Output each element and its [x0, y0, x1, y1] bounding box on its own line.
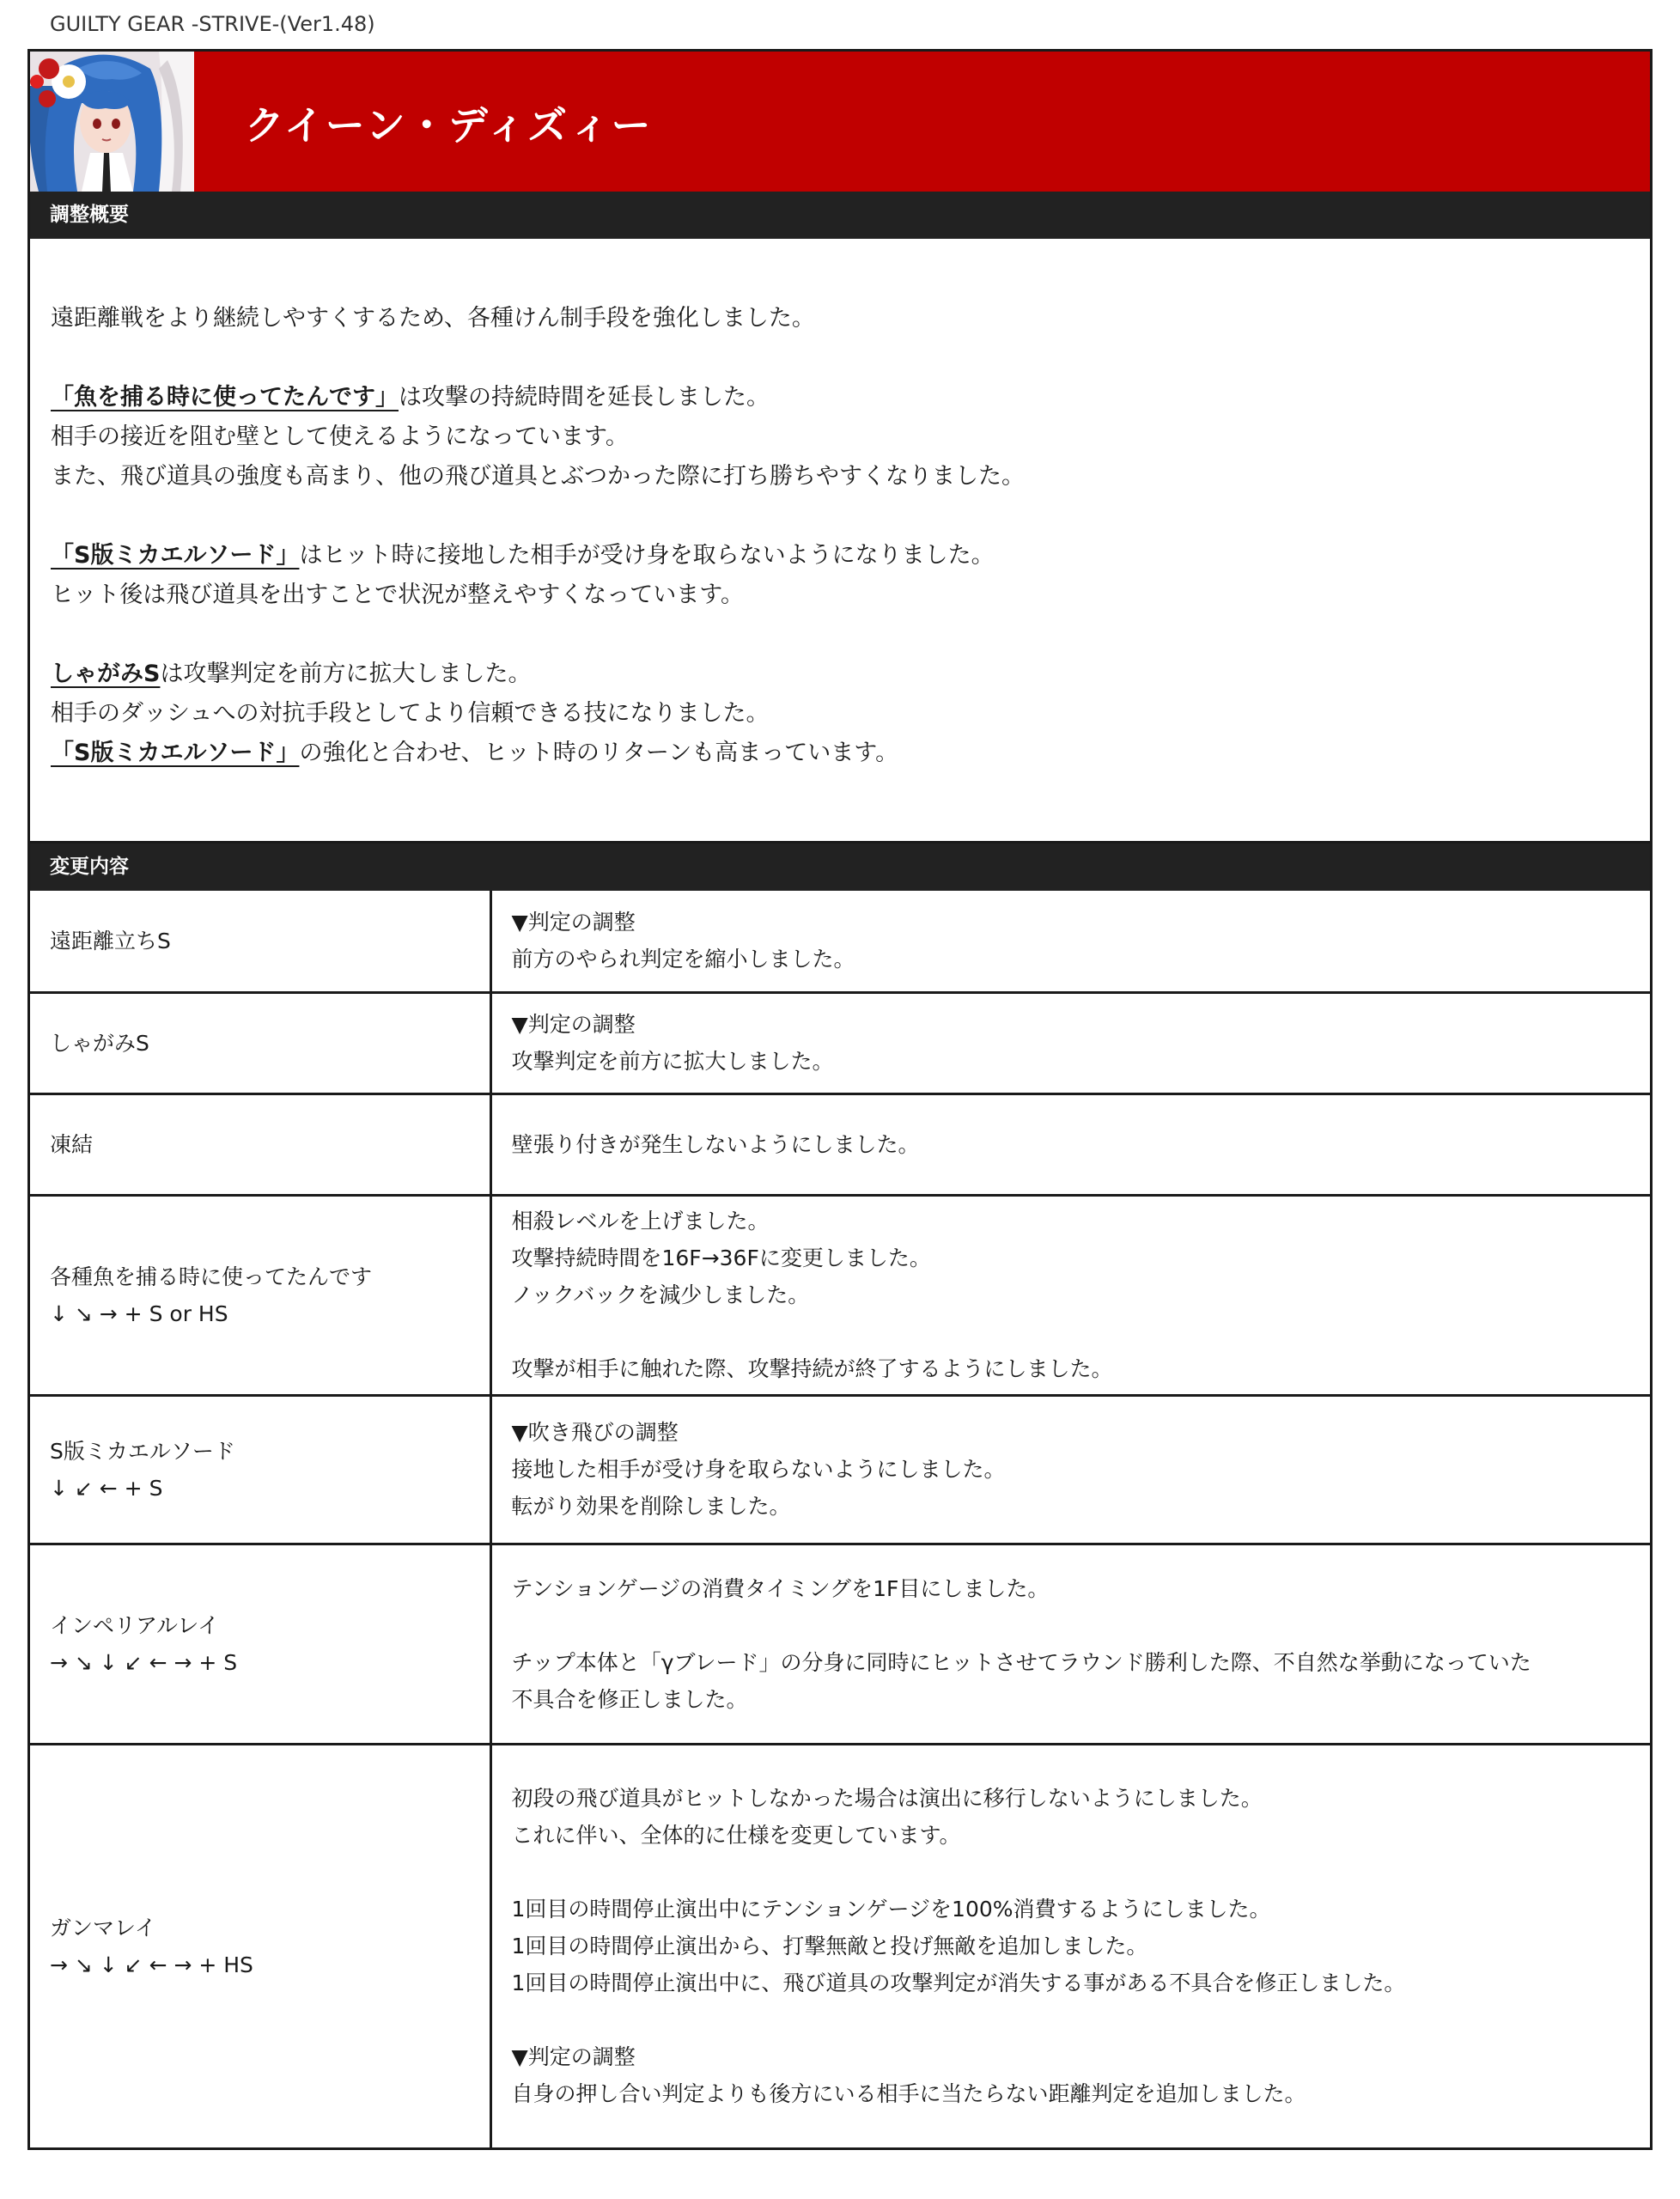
move-link-michael-sword[interactable]: 「S版ミカエルソード」 [51, 740, 300, 766]
detail-line: 接地した相手が受け身を取らないようにしました。 [511, 1457, 1006, 1482]
character-header [30, 52, 1650, 192]
summary-line: 遠距離戦をより継続しやすくするため、各種けん制手段を強化しました。 [51, 305, 815, 332]
summary-line: 「魚を捕る時に使ってたんです」は攻撃の持続時間を延長しました。 [51, 384, 770, 411]
detail-line: チップ本体と「γブレード」の分身に同時にヒットさせてラウンド勝利した際、不自然な挙動になっていた [511, 1649, 1531, 1675]
detail-cell [490, 1744, 1650, 2147]
character-portrait [30, 52, 194, 192]
move-cell [30, 1093, 490, 1195]
move-command: ↓ ↘ → + S or HS [50, 1301, 228, 1326]
detail-cell [490, 992, 1650, 1093]
summary-section-title: 調整概要 [30, 192, 1650, 239]
detail-cell [490, 891, 1650, 992]
detail-line: 不具合を修正しました。 [511, 1686, 748, 1712]
detail-cell [490, 1093, 1650, 1195]
move-cell [30, 1395, 490, 1544]
move-name: 凍結 [50, 1131, 94, 1157]
move-cell [30, 992, 490, 1093]
move-cell [30, 891, 490, 992]
detail-line: 攻撃持続時間を16F→36Fに変更しました。 [511, 1246, 931, 1270]
character-portrait-image [30, 52, 194, 192]
table-row [30, 1093, 1650, 1195]
detail-line: ▼判定の調整 [511, 2044, 636, 2070]
detail-cell [490, 1395, 1650, 1544]
detail-line: ▼判定の調整 [511, 1012, 636, 1037]
move-name: 遠距離立ちS [50, 928, 171, 953]
detail-line: 前方のやられ判定を縮小しました。 [511, 947, 855, 972]
move-name: S版ミカエルソード [50, 1438, 235, 1464]
table-row [30, 1395, 1650, 1544]
table-row [30, 1744, 1650, 2147]
detail-line: 転がり効果を削除しました。 [511, 1494, 791, 1519]
move-name: インペリアルレイ [50, 1612, 220, 1638]
detail-line: 攻撃が相手に触れた際、攻撃持続が終了するようにしました。 [511, 1356, 1113, 1381]
move-cell [30, 1744, 490, 2147]
detail-line: ノックバックを減少しました。 [511, 1282, 810, 1307]
detail-line: 1回目の時間停止演出中にテンションゲージを100%消費するようにしました。 [511, 1897, 1271, 1922]
move-name: しゃがみS [50, 1030, 149, 1056]
summary-line: ヒット後は飛び道具を出すことで状況が整えやすくなっています。 [51, 582, 745, 608]
move-name: 各種魚を捕る時に使ってたんです [50, 1264, 373, 1289]
detail-line: 相殺レベルを上げました。 [511, 1209, 770, 1234]
summary-line: 相手のダッシュへの対抗手段としてより信頼できる技になりました。 [51, 700, 770, 727]
detail-line: これに伴い、全体的に仕様を変更しています。 [511, 1823, 961, 1849]
detail-line: 自身の押し合い判定よりも後方にいる相手に当たらない距離判定を追加しました。 [511, 2081, 1306, 2107]
version-label: GUILTY GEAR -STRIVE-(Ver1.48) [50, 12, 375, 36]
detail-line: ▼判定の調整 [511, 910, 636, 935]
detail-line: 1回目の時間停止演出中に、飛び道具の攻撃判定が消失する事がある不具合を修正しました。 [511, 1971, 1406, 1996]
move-name: ガンマレイ [50, 1915, 156, 1940]
move-link-crouching-s[interactable]: しゃがみS [51, 661, 161, 687]
detail-line: 壁張り付きが発生しないようにしました。 [511, 1131, 920, 1157]
changes-section-title: 変更内容 [30, 844, 1650, 891]
detail-line: 攻撃判定を前方に拡大しました。 [511, 1049, 834, 1074]
table-row [30, 891, 1650, 992]
summary-line: 相手の接近を阻む壁として使えるようになっています。 [51, 423, 629, 450]
changes-table [30, 891, 1650, 2147]
move-link-fish[interactable]: 「魚を捕る時に使ってたんです」 [51, 384, 399, 411]
table-row [30, 1195, 1650, 1395]
move-command: ↓ ↙ ← + S [50, 1475, 163, 1501]
patch-card [27, 49, 1653, 2150]
detail-line: 初段の飛び道具がヒットしなかった場合は演出に移行しないようにしました。 [511, 1786, 1263, 1812]
move-link-michael-sword[interactable]: 「S版ミカエルソード」 [51, 542, 300, 569]
detail-line: テンションゲージの消費タイミングを1F目にしました。 [511, 1575, 1050, 1601]
move-cell [30, 1195, 490, 1395]
move-command: → ↘ ↓ ↙ ← → + HS [50, 1952, 253, 1977]
summary-body [30, 239, 1650, 844]
detail-line: 1回目の時間停止演出から、打撃無敵と投げ無敵を追加しました。 [511, 1934, 1148, 1959]
character-name: クイーン・ディズィー [245, 102, 653, 149]
table-row [30, 992, 1650, 1093]
summary-line: 「S版ミカエルソード」の強化と合わせ、ヒット時のリターンも高まっています。 [51, 740, 899, 766]
summary-line: また、飛び道具の強度も高まり、他の飛び道具とぶつかった際に打ち勝ちやすくなりました。 [51, 463, 1025, 490]
move-command: → ↘ ↓ ↙ ← → + S [50, 1649, 238, 1675]
summary-line: しゃがみSは攻撃判定を前方に拡大しました。 [51, 661, 532, 687]
detail-cell [490, 1544, 1650, 1744]
detail-cell [490, 1195, 1650, 1395]
table-row [30, 1544, 1650, 1744]
move-cell [30, 1544, 490, 1744]
summary-line: 「S版ミカエルソード」はヒット時に接地した相手が受け身を取らないようになりました。 [51, 542, 995, 569]
detail-line: ▼吹き飛びの調整 [511, 1420, 679, 1445]
